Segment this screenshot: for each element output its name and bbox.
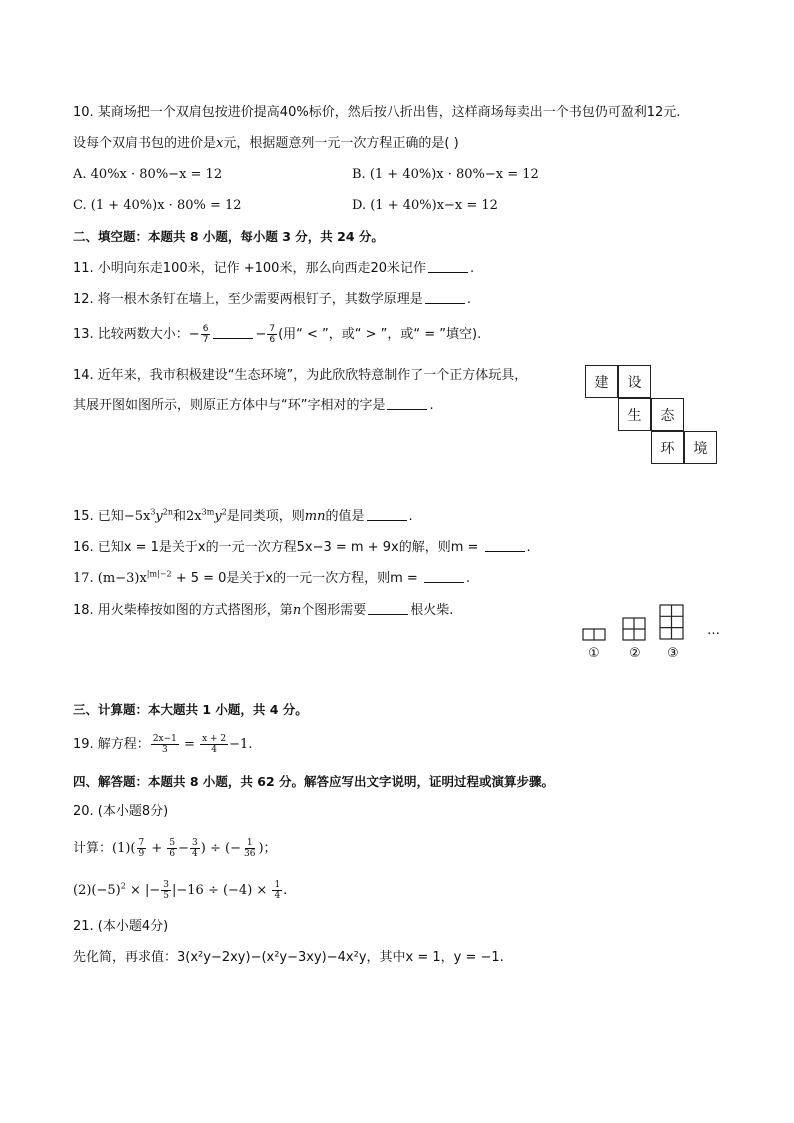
q17: 17. $(m-3)x^{|m|-2} + 5 = 0$是关于x的一元一次方程，则m = .	[73, 569, 471, 586]
figure-2	[623, 618, 645, 640]
q11: 11. 小明向东走100米，记作 +100米，那么向西走20米记作 .	[73, 261, 475, 276]
section-4-heading: 四、解答题：本题共 8 小题，共 62 分。解答应写出文字说明，证明过程或演算步骤。	[73, 774, 555, 789]
q16: 16. 已知x = 1是关于x的一元一次方程5x−3 = m + 9x的解，则m = .	[73, 540, 531, 555]
fraction: $\frac{7}{6}$	[269, 324, 276, 345]
answer-blank	[367, 508, 407, 521]
q13: 13. 比较两数大小：− $\frac{6}{7}$ − $\frac{7}{6}$ (用“ < ”，或“ > ”，或“ = ”填空).	[73, 324, 482, 345]
q21-heading: 21. (本小题4分)	[73, 919, 169, 934]
q10-line1: 10. 某商场把一个双肩包按进价提高40%标价，然后按八折出售，这样商场每卖出一个书包仍可盈利12元.	[73, 105, 681, 120]
answer-blank	[425, 291, 465, 304]
figure-3	[660, 605, 683, 639]
q14-line1: 14. 近年来，我市积极建设“生态环境”，为此欣欣特意制作了一个正方体玩具，	[73, 368, 528, 383]
fraction: $\frac{2x-1}{3}$	[152, 734, 177, 755]
net-cell: 境	[684, 431, 717, 464]
net-cell: 环	[651, 431, 684, 464]
ellipsis: …	[707, 623, 720, 638]
fraction: $\frac{7}{9}$	[138, 838, 145, 859]
fraction: $\frac{6}{7}$	[202, 324, 209, 345]
figure-label-1: ①	[588, 646, 600, 661]
net-cell: 建	[585, 365, 618, 398]
fraction: $\frac{1}{4}$	[274, 880, 281, 901]
q19: 19. 解方程： $\frac{2x-1}{3}$ = $\frac{x + 2}{4}$ −1.	[73, 734, 253, 755]
q10-option-c: C. (1 + 40%)x · 80% = 12	[73, 198, 242, 213]
q21-text: 先化简，再求值：3(x²y−2xy)−(x²y−3xy)−4x²y，其中x = 1，y = −1.	[73, 950, 504, 965]
figure-label-3: ③	[667, 646, 679, 661]
q10-option-d: D. (1 + 40%)x−x = 12	[352, 198, 498, 213]
q14-line2: 其展开图如图所示，则原正方体中与“环”字相对的字是 .	[73, 398, 434, 413]
figure-1	[583, 629, 605, 640]
q12: 12. 将一根木条钉在墙上，至少需要两根钉子，其数学原理是 .	[73, 292, 471, 307]
fraction: $\frac{5}{6}$	[169, 838, 176, 859]
net-cell: 生	[618, 398, 651, 431]
answer-blank	[485, 539, 525, 552]
fraction: $\frac{1}{36}$	[243, 838, 256, 859]
fraction: $\frac{x + 2}{4}$	[202, 734, 227, 755]
q20-part1: 计算：(1)( $\frac{7}{9}$ + $\frac{5}{6}$ − $\frac{3}{4}$ ) ÷ (− $\frac{1}{36}$ )；	[73, 838, 277, 859]
answer-blank	[213, 326, 253, 339]
figure-label-2: ②	[629, 646, 641, 661]
net-cell: 态	[651, 398, 684, 431]
answer-blank	[424, 570, 464, 583]
q15: 15. 已知$-5x^3y^{2n}$和$2x^{3m}y^2$是同类项，则mn的值是 .	[73, 507, 413, 524]
q20-part2: $(2)(-5)^2$ × |− $\frac{3}{5}$ |−16 ÷ (−4) × $\frac{1}{4}$ .	[73, 880, 288, 901]
net-cell: 设	[618, 365, 651, 398]
answer-blank	[368, 602, 408, 615]
section-3-heading: 三、计算题：本大题共 1 小题，共 4 分。	[73, 702, 308, 717]
fraction: $\frac{3}{5}$	[163, 880, 169, 901]
q10-line2: 设每个双肩书包的进价是x元，根据题意列一元一次方程正确的是( )	[73, 136, 459, 151]
answer-blank	[387, 397, 427, 410]
q18: 18. 用火柴棒按如图的方式搭图形，第n个图形需要 根火柴.	[73, 603, 454, 618]
q10-option-b: B. (1 + 40%)x · 80%−x = 12	[352, 167, 539, 182]
answer-blank	[428, 260, 468, 273]
fraction: $\frac{3}{4}$	[192, 838, 198, 859]
q10-option-a: A. 40%x · 80%−x = 12	[73, 167, 223, 182]
section-2-heading: 二、填空题：本题共 8 小题，每小题 3 分，共 24 分。	[73, 229, 384, 244]
q20-heading: 20. (本小题8分)	[73, 804, 169, 819]
